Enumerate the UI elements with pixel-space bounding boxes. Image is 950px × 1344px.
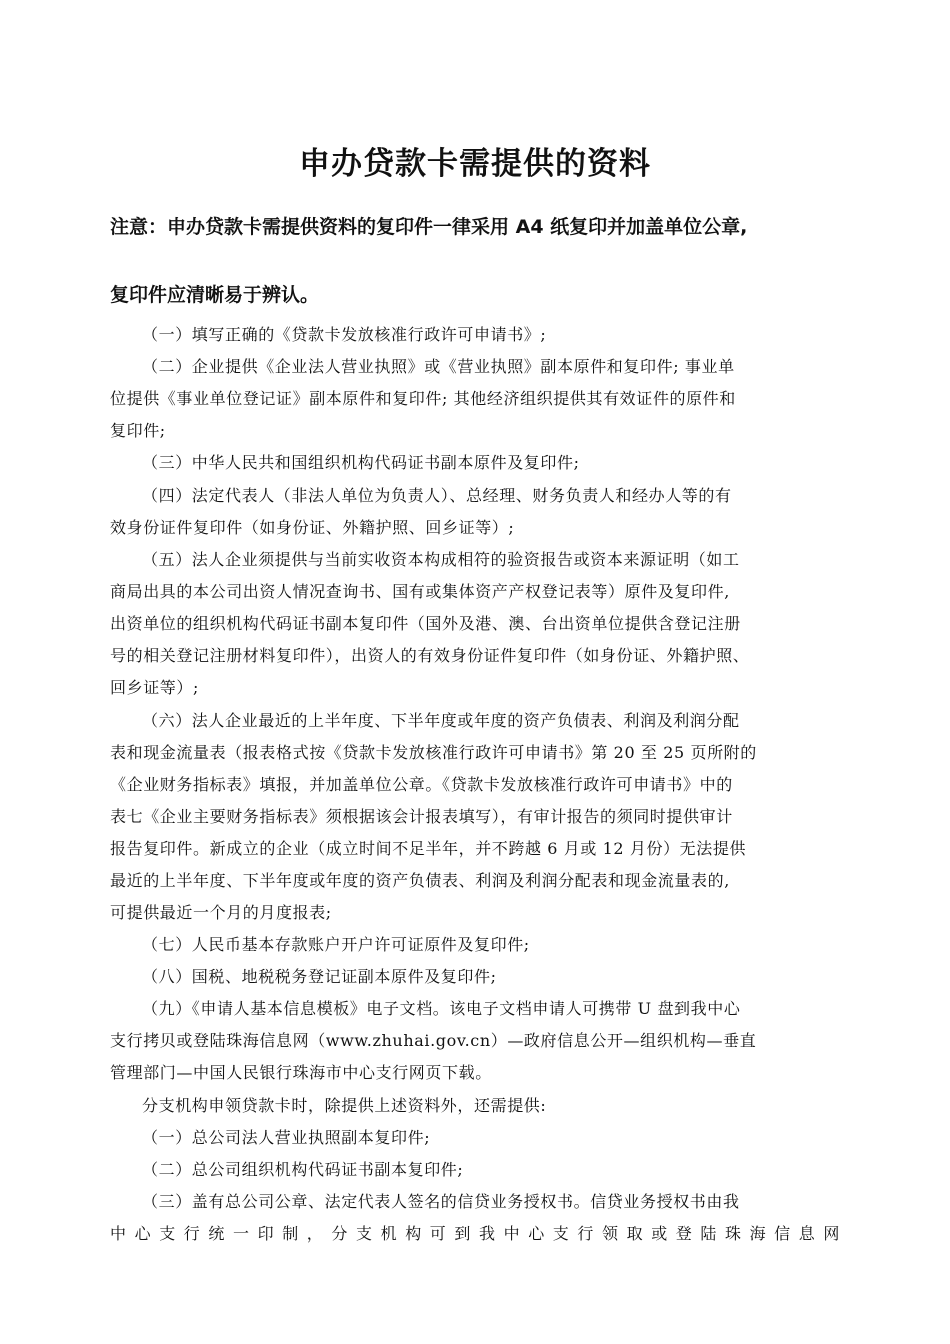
item-5-line-5: 回乡证等）; (110, 678, 199, 697)
item-5-line-2: 商局出具的本公司出资人情况查询书、国有或集体资产产权登记表等）原件及复印件, (110, 582, 730, 601)
document-title: 申办贷款卡需提供的资料 (299, 146, 651, 182)
item-6-line-3: 《企业财务指标表》填报，并加盖单位公章。《贷款卡发放核准行政许可申请书》中的 (110, 775, 733, 794)
item-6-line-1: （六）法人企业最近的上半年度、下半年度或年度的资产负债表、利润及利润分配 (142, 711, 740, 730)
item-5-line-3: 出资单位的组织机构代码证书副本复印件（国外及港、澳、台出资单位提供含登记注册 (110, 614, 741, 633)
item-3-line: （三）中华人民共和国组织机构代码证书副本原件及复印件; (142, 453, 580, 472)
branch-item-3-line-1: （三）盖有总公司公章、法定代表人签名的信贷业务授权书。信贷业务授权书由我 (142, 1192, 740, 1211)
item-8-line: （八）国税、地税税务登记证副本原件及复印件; (142, 967, 497, 986)
item-4-line-2: 效身份证件复印件（如身份证、外籍护照、回乡证等）; (110, 518, 515, 537)
item-5-line-4: 号的相关登记注册材料复印件），出资人的有效身份证件复印件（如身份证、外籍护照、 (110, 646, 750, 665)
item-2-line-2: 位提供《事业单位登记证》副本原件和复印件; 其他经济组织提供其有效证件的原件和 (110, 389, 736, 408)
item-9-line-1: （九）《申请人基本信息模板》电子文档。该电子文档申请人可携带 U 盘到我中心 (142, 999, 741, 1018)
item-5-line-1: （五）法人企业须提供与当前实收资本构成相符的验资报告或资本来源证明（如工 (142, 550, 740, 569)
notice-line-2: 复印件应清晰易于辨认。 (110, 284, 320, 306)
item-1-line: （一）填写正确的《贷款卡发放核准行政许可申请书》; (142, 325, 547, 344)
branch-intro-line: 分支机构申领贷款卡时，除提供上述资料外，还需提供: (142, 1096, 547, 1115)
branch-item-3-line-2: 中心支行统一印制，分支机构可到我中心支行领取或登陆珠海信息网 (110, 1224, 840, 1243)
item-6-line-4: 表七《企业主要财务指标表》须根据该会计报表填写），有审计报告的须同时提供审计 (110, 807, 733, 826)
item-7-line: （七）人民币基本存款账户开户许可证原件及复印件; (142, 935, 530, 954)
branch-item-1-line: （一）总公司法人营业执照副本复印件; (142, 1128, 431, 1147)
item-6-line-7: 可提供最近一个月的月度报表; (110, 903, 332, 922)
notice-line-1: 注意：申办贷款卡需提供资料的复印件一律采用 A4 纸复印并加盖单位公章, (110, 216, 748, 238)
item-6-line-2: 表和现金流量表（报表格式按《贷款卡发放核准行政许可申请书》第 20 至 25 页所附的 (110, 743, 757, 762)
item-6-line-5: 报告复印件。新成立的企业（成立时间不足半年，并不跨越 6 月或 12 月份）无法提供 (110, 839, 747, 858)
item-9-line-3: 管理部门—中国人民银行珠海市中心支行网页下载。 (110, 1063, 492, 1082)
item-9-line-2: 支行拷贝或登陆珠海信息网（www.zhuhai.gov.cn）—政府信息公开—组织机构—垂直 (110, 1031, 757, 1050)
branch-item-2-line: （二）总公司组织机构代码证书副本复印件; (142, 1160, 464, 1179)
item-6-line-6: 最近的上半年度、下半年度或年度的资产负债表、利润及利润分配表和现金流量表的, (110, 871, 730, 890)
item-2-line-3: 复印件; (110, 421, 166, 440)
item-4-line-1: （四）法定代表人（非法人单位为负责人）、总经理、财务负责人和经办人等的有 (142, 486, 732, 505)
item-2-line-1: （二）企业提供《企业法人营业执照》或《营业执照》副本原件和复印件; 事业单 (142, 357, 735, 376)
